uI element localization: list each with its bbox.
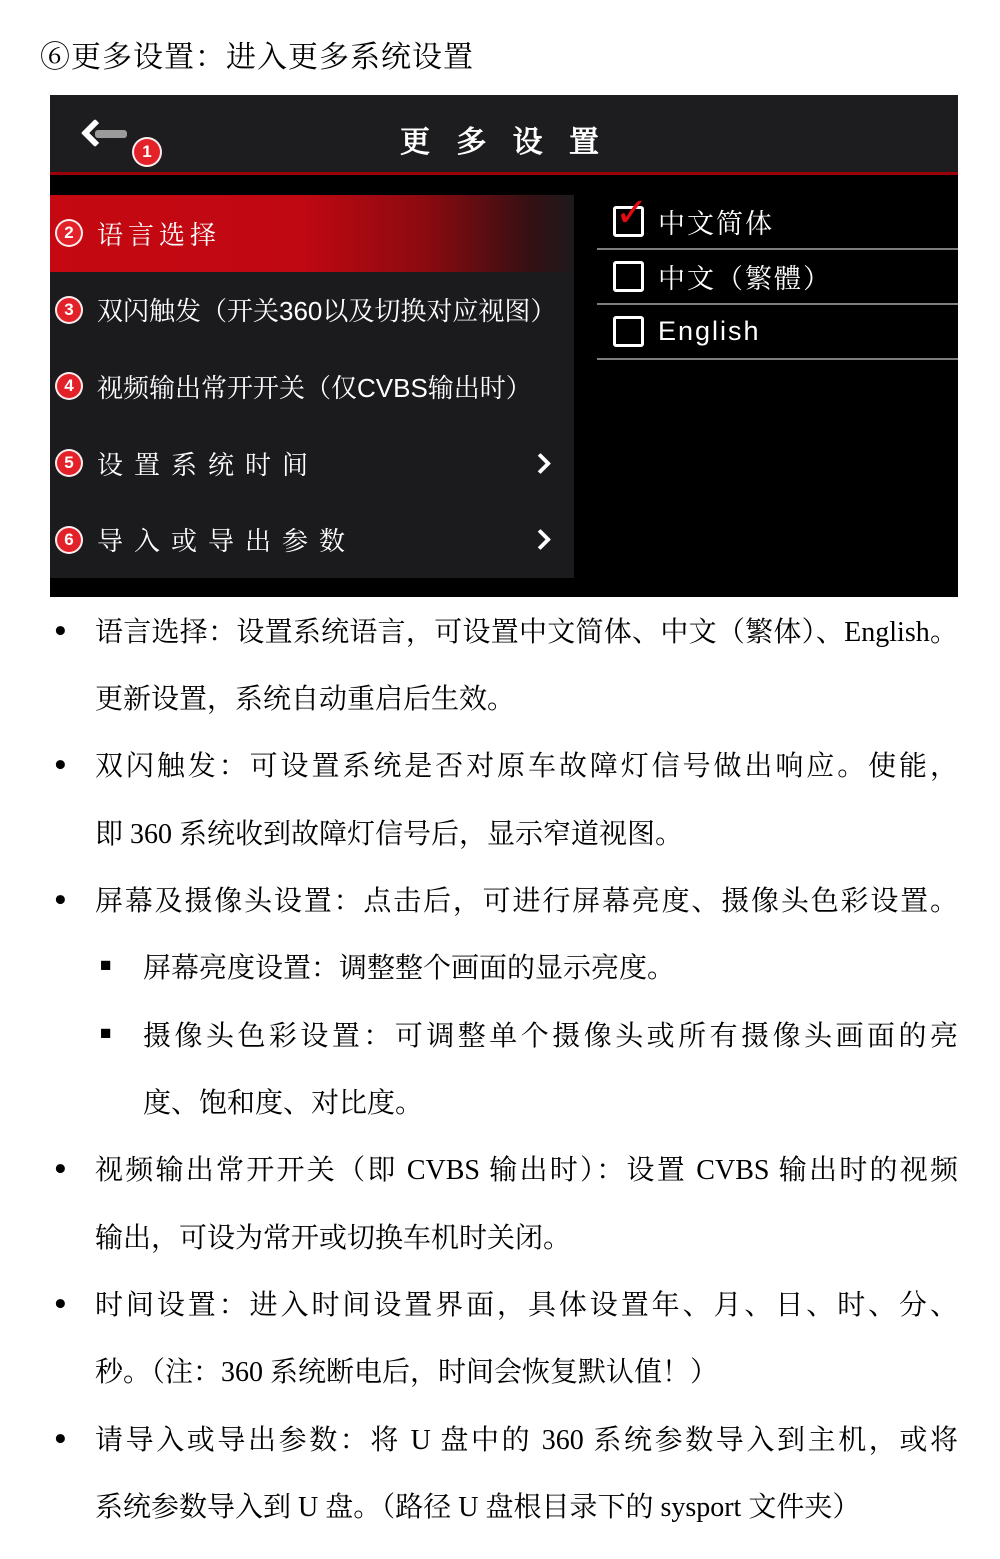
menu-item-import-export[interactable] xyxy=(50,501,574,578)
option-label: 中文（繁體） xyxy=(658,264,832,294)
menu-item-label: 双闪触发（开关360以及切换对应视图） xyxy=(97,296,557,327)
bullet-dot-icon: ● xyxy=(54,1425,67,1450)
menu-item-label: 设置系统时间 xyxy=(97,449,320,480)
bullet-import-export-line2: 系统参数导入到 U 盘。（路径 U 盘根目录下的 sysport 文件夹） xyxy=(95,1492,861,1524)
option-label: 中文简体 xyxy=(658,209,774,239)
checkbox-unchecked[interactable] xyxy=(613,316,644,347)
menu-item-system-time[interactable] xyxy=(50,425,574,502)
header-divider xyxy=(50,172,958,175)
option-traditional-chinese[interactable] xyxy=(597,250,958,305)
subbullet-camera-color-line1: ■ 摄像头色彩设置：可调整单个摄像头或所有摄像头画面的亮 xyxy=(100,1020,958,1052)
bullet-dot-icon: ● xyxy=(54,1290,67,1315)
settings-menu xyxy=(50,195,574,578)
checkmark-icon: ✓ xyxy=(615,191,649,235)
subbullet-brightness-line1: ■ 屏幕亮度设置：调整整个画面的显示亮度。 xyxy=(100,953,676,985)
option-simplified-chinese[interactable] xyxy=(597,191,958,250)
bullet-dot-icon: ● xyxy=(54,1155,67,1180)
callout-badge-5: 5 xyxy=(55,449,83,477)
chevron-right-icon xyxy=(530,452,551,473)
page-title: 更 多 设 置 xyxy=(399,126,608,159)
bullet-dot-icon: ● xyxy=(54,617,67,642)
bullet-video-output-line1: ● 视频输出常开开关（即 CVBS 输出时）：设置 CVBS 输出时的视频 xyxy=(54,1155,958,1187)
checkbox-checked[interactable] xyxy=(613,191,649,237)
bullet-list xyxy=(0,596,1000,1539)
menu-item-language-select[interactable] xyxy=(50,195,574,272)
bullet-time-setting-line2: 秒。（注：360 系统断电后，时间会恢复默认值！） xyxy=(95,1357,719,1389)
bullet-dot-icon: ● xyxy=(54,751,67,776)
option-label: English xyxy=(658,316,761,346)
settings-screenshot xyxy=(50,95,958,597)
bullet-video-output-line2: 输出，可设为常开或切换车机时关闭。 xyxy=(95,1222,572,1254)
menu-item-label: 视频输出常开开关（仅CVBS输出时） xyxy=(97,372,532,403)
bullet-language-line2: 更新设置，系统自动重启后生效。 xyxy=(95,684,516,716)
callout-badge-4: 4 xyxy=(55,372,83,400)
callout-badge-1: 1 xyxy=(132,137,162,167)
menu-item-hazard-trigger[interactable] xyxy=(50,272,574,349)
bullet-language-line1: ● 语言选择：设置系统语言，可设置中文简体、中文（繁体）、English。 xyxy=(54,616,958,648)
callout-badge-6: 6 xyxy=(55,526,83,554)
menu-item-label: 导入或导出参数 xyxy=(97,526,357,557)
subbullet-camera-color-line2: 度、饱和度、对比度。 xyxy=(143,1088,424,1120)
bullet-square-icon: ■ xyxy=(100,1022,112,1044)
menu-item-label: 语言选择 xyxy=(97,219,222,250)
section-heading: ⑥更多设置：进入更多系统设置 xyxy=(40,41,474,74)
language-options xyxy=(597,191,958,360)
callout-badge-3: 3 xyxy=(55,296,83,324)
option-english[interactable] xyxy=(597,305,958,360)
chevron-right-icon xyxy=(530,529,551,550)
bullet-screen-camera-line1: ● 屏幕及摄像头设置：点击后，可进行屏幕亮度、摄像头色彩设置。 xyxy=(54,886,958,918)
bullet-square-icon: ■ xyxy=(100,955,112,977)
bullet-hazard-line2: 即 360 系统收到故障灯信号后，显示窄道视图。 xyxy=(95,818,684,850)
title-bar xyxy=(50,95,958,172)
checkbox-unchecked[interactable] xyxy=(613,261,644,292)
bullet-time-setting-line1: ● 时间设置：进入时间设置界面，具体设置年、月、日、时、分、 xyxy=(54,1290,958,1322)
menu-item-video-output[interactable] xyxy=(50,348,574,425)
bullet-import-export-line1: ● 请导入或导出参数：将 U 盘中的 360 系统参数导入到主机，或将 xyxy=(54,1424,958,1456)
bullet-hazard-line1: ● 双闪触发：可设置系统是否对原车故障灯信号做出响应。使能， xyxy=(54,751,958,783)
callout-badge-2: 2 xyxy=(55,219,83,247)
bullet-dot-icon: ● xyxy=(54,886,67,911)
